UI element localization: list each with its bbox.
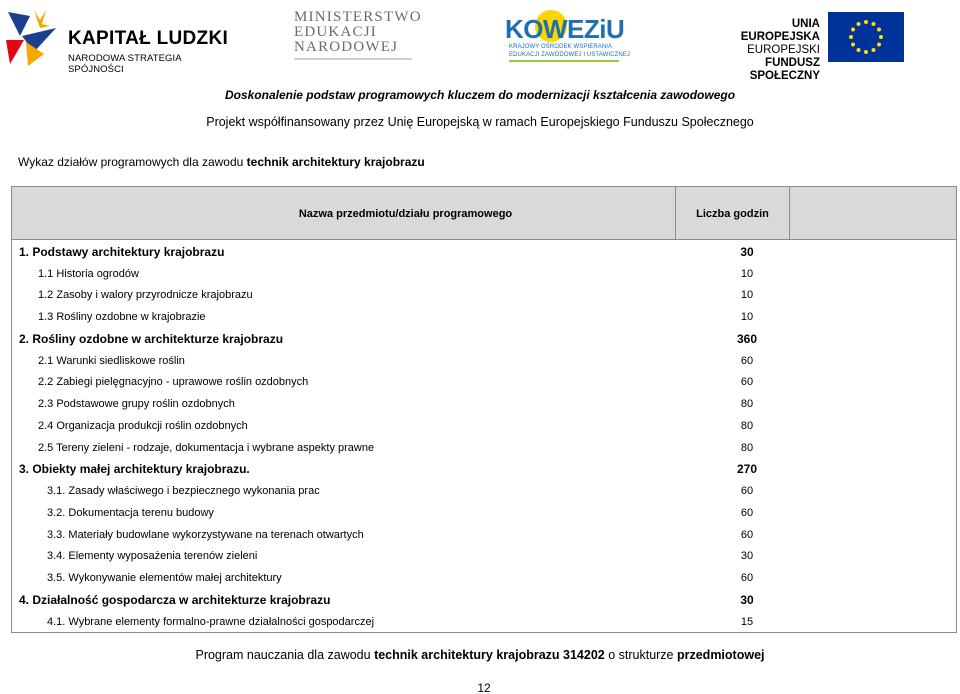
table-row <box>12 241 956 263</box>
eu-star-icon <box>872 22 876 26</box>
kapital-ludzki-logo-icon <box>4 6 62 68</box>
footer-middle: o strukturze <box>604 648 677 662</box>
row-label: 4. Działalność gospodarcza w architekturze krajobrazu <box>19 592 331 607</box>
row-label: 3.5. Wykonywanie elementów małej architektury <box>47 572 282 585</box>
ue-line-2: EUROPEJSKI <box>747 44 820 56</box>
ue-text <box>716 18 820 83</box>
row-label: 2.4 Organizacja produkcji roślin ozdobnych <box>38 419 248 432</box>
project-title: Doskonalenie podstaw programowych kluczem do modernizacji kształcenia zawodowego <box>224 88 736 102</box>
koweziu-underline <box>509 60 619 62</box>
row-hours: 80 <box>740 441 754 454</box>
table-row <box>12 350 956 372</box>
table-row <box>12 263 956 285</box>
eu-star-icon <box>877 28 881 32</box>
table-body <box>12 240 956 632</box>
footer-prefix: Program nauczania dla zawodu <box>195 648 375 662</box>
eu-star-icon <box>851 28 855 32</box>
eu-star-icon <box>864 20 868 24</box>
row-label: 2. Rośliny ozdobne w architekturze krajobrazu <box>19 331 284 346</box>
row-hours: 10 <box>740 267 754 280</box>
footer-profession: technik architektury krajobrazu 314202 <box>374 648 605 662</box>
footer <box>0 648 960 662</box>
unia-europejska-logo <box>716 12 906 82</box>
eu-star-icon <box>879 35 883 39</box>
ue-line-1: UNIA EUROPEJSKA <box>740 18 820 43</box>
row-hours: 60 <box>740 485 754 498</box>
table-row <box>12 567 956 589</box>
row-hours: 270 <box>736 462 758 477</box>
eu-flag-icon <box>828 12 904 62</box>
table-row <box>12 524 956 546</box>
table-row <box>12 502 956 524</box>
men-line-2: EDUKACJI <box>294 24 377 40</box>
row-hours: 30 <box>740 550 754 563</box>
row-hours: 360 <box>736 331 758 346</box>
ministerstwo-logo <box>294 9 422 62</box>
eu-star-icon <box>872 48 876 52</box>
row-label: 1.3 Rośliny ozdobne w krajobrazie <box>38 311 206 324</box>
table-row <box>12 328 956 350</box>
men-line-3: NARODOWEJ <box>294 39 399 55</box>
table-row <box>12 437 956 459</box>
row-label: 3.2. Dokumentacja terenu budowy <box>47 506 214 519</box>
table-row <box>12 589 956 611</box>
column-header-hours: Liczba godzin <box>676 187 790 239</box>
subjects-table <box>11 186 957 633</box>
row-hours: 30 <box>740 244 754 259</box>
row-hours: 80 <box>740 419 754 432</box>
column-header-blank <box>790 187 956 239</box>
table-row <box>12 306 956 328</box>
eu-star-icon <box>864 50 868 54</box>
row-hours: 15 <box>740 615 754 628</box>
table-header <box>12 187 956 240</box>
koweziu-title: KOWEZiU <box>505 14 625 44</box>
table-row <box>12 546 956 568</box>
row-label: 1. Podstawy architektury krajobrazu <box>19 244 225 259</box>
men-line-1: MINISTERSTWO <box>294 9 422 25</box>
ue-line-3: FUNDUSZ SPOŁECZNY <box>749 57 820 82</box>
row-label: 2.1 Warunki siedliskowe roślin <box>38 354 185 367</box>
row-label: 2.3 Podstawowe grupy roślin ozdobnych <box>38 398 235 411</box>
table-row <box>12 480 956 502</box>
table-row <box>12 611 956 633</box>
page-number: 12 <box>477 681 491 694</box>
logo-strip <box>0 0 960 82</box>
row-label: 3.3. Materiały budowlane wykorzystywane na terenach otwartych <box>47 528 364 541</box>
eu-star-icon <box>857 48 861 52</box>
koweziu-subtitle-2: EDUKACJI ZAWODOWEJ I USTAWICZNEJ <box>509 52 630 58</box>
row-label: 4.1. Wybrane elementy formalno-prawne działalności gospodarczej <box>47 615 375 628</box>
row-hours: 10 <box>740 311 754 324</box>
men-underline <box>294 58 412 60</box>
column-header-name: Nazwa przedmiotu/działu programowego <box>12 187 676 239</box>
footer-structure: przedmiotowej <box>676 648 765 662</box>
row-hours: 60 <box>740 572 754 585</box>
eu-star-icon <box>857 22 861 26</box>
row-hours: 60 <box>740 506 754 519</box>
kapital-ludzki-title: KAPITAŁ LUDZKI <box>68 28 229 49</box>
table-row <box>12 285 956 307</box>
kapital-ludzki-subtitle: NARODOWA STRATEGIA SPÓJNOŚCI <box>68 53 182 75</box>
row-label: 2.5 Tereny zieleni - rodzaje, dokumentacja i wybrane aspekty prawne <box>38 441 375 454</box>
row-label: 3.4. Elementy wyposażenia terenów zieleni <box>47 550 258 563</box>
row-hours: 10 <box>740 289 754 302</box>
row-label: 2.2 Zabiegi pielęgnacyjno - uprawowe roślin ozdobnych <box>38 376 309 389</box>
row-label: 3.1. Zasady właściwego i bezpiecznego wykonania prac <box>47 485 320 498</box>
row-label: 1.1 Historia ogrodów <box>38 267 139 280</box>
row-label: 1.2 Zasoby i walory przyrodnicze krajobrazu <box>38 289 253 302</box>
table-row <box>12 393 956 415</box>
koweziu-subtitle-1: KRAJOWY OŚRODEK WSPIERANIA <box>509 44 613 50</box>
eu-star-icon <box>877 43 881 47</box>
kapital-ludzki-logo <box>4 6 236 75</box>
row-hours: 60 <box>740 354 754 367</box>
row-hours: 60 <box>740 376 754 389</box>
row-hours: 60 <box>740 528 754 541</box>
project-subtitle: Projekt współfinansowany przez Unię Europejską w ramach Europejskiego Funduszu Społecznego <box>206 115 754 129</box>
table-row <box>12 372 956 394</box>
list-title <box>18 155 425 169</box>
koweziu-logo <box>503 4 630 64</box>
table-row <box>12 459 956 481</box>
list-title-profession: technik architektury krajobrazu <box>246 155 425 169</box>
table-row <box>12 415 956 437</box>
eu-star-icon <box>849 35 853 39</box>
eu-star-icon <box>851 43 855 47</box>
row-label: 3. Obiekty małej architektury krajobrazu. <box>19 462 250 477</box>
row-hours: 30 <box>740 592 754 607</box>
list-title-prefix: Wykaz działów programowych dla zawodu <box>18 155 247 169</box>
row-hours: 80 <box>740 398 754 411</box>
